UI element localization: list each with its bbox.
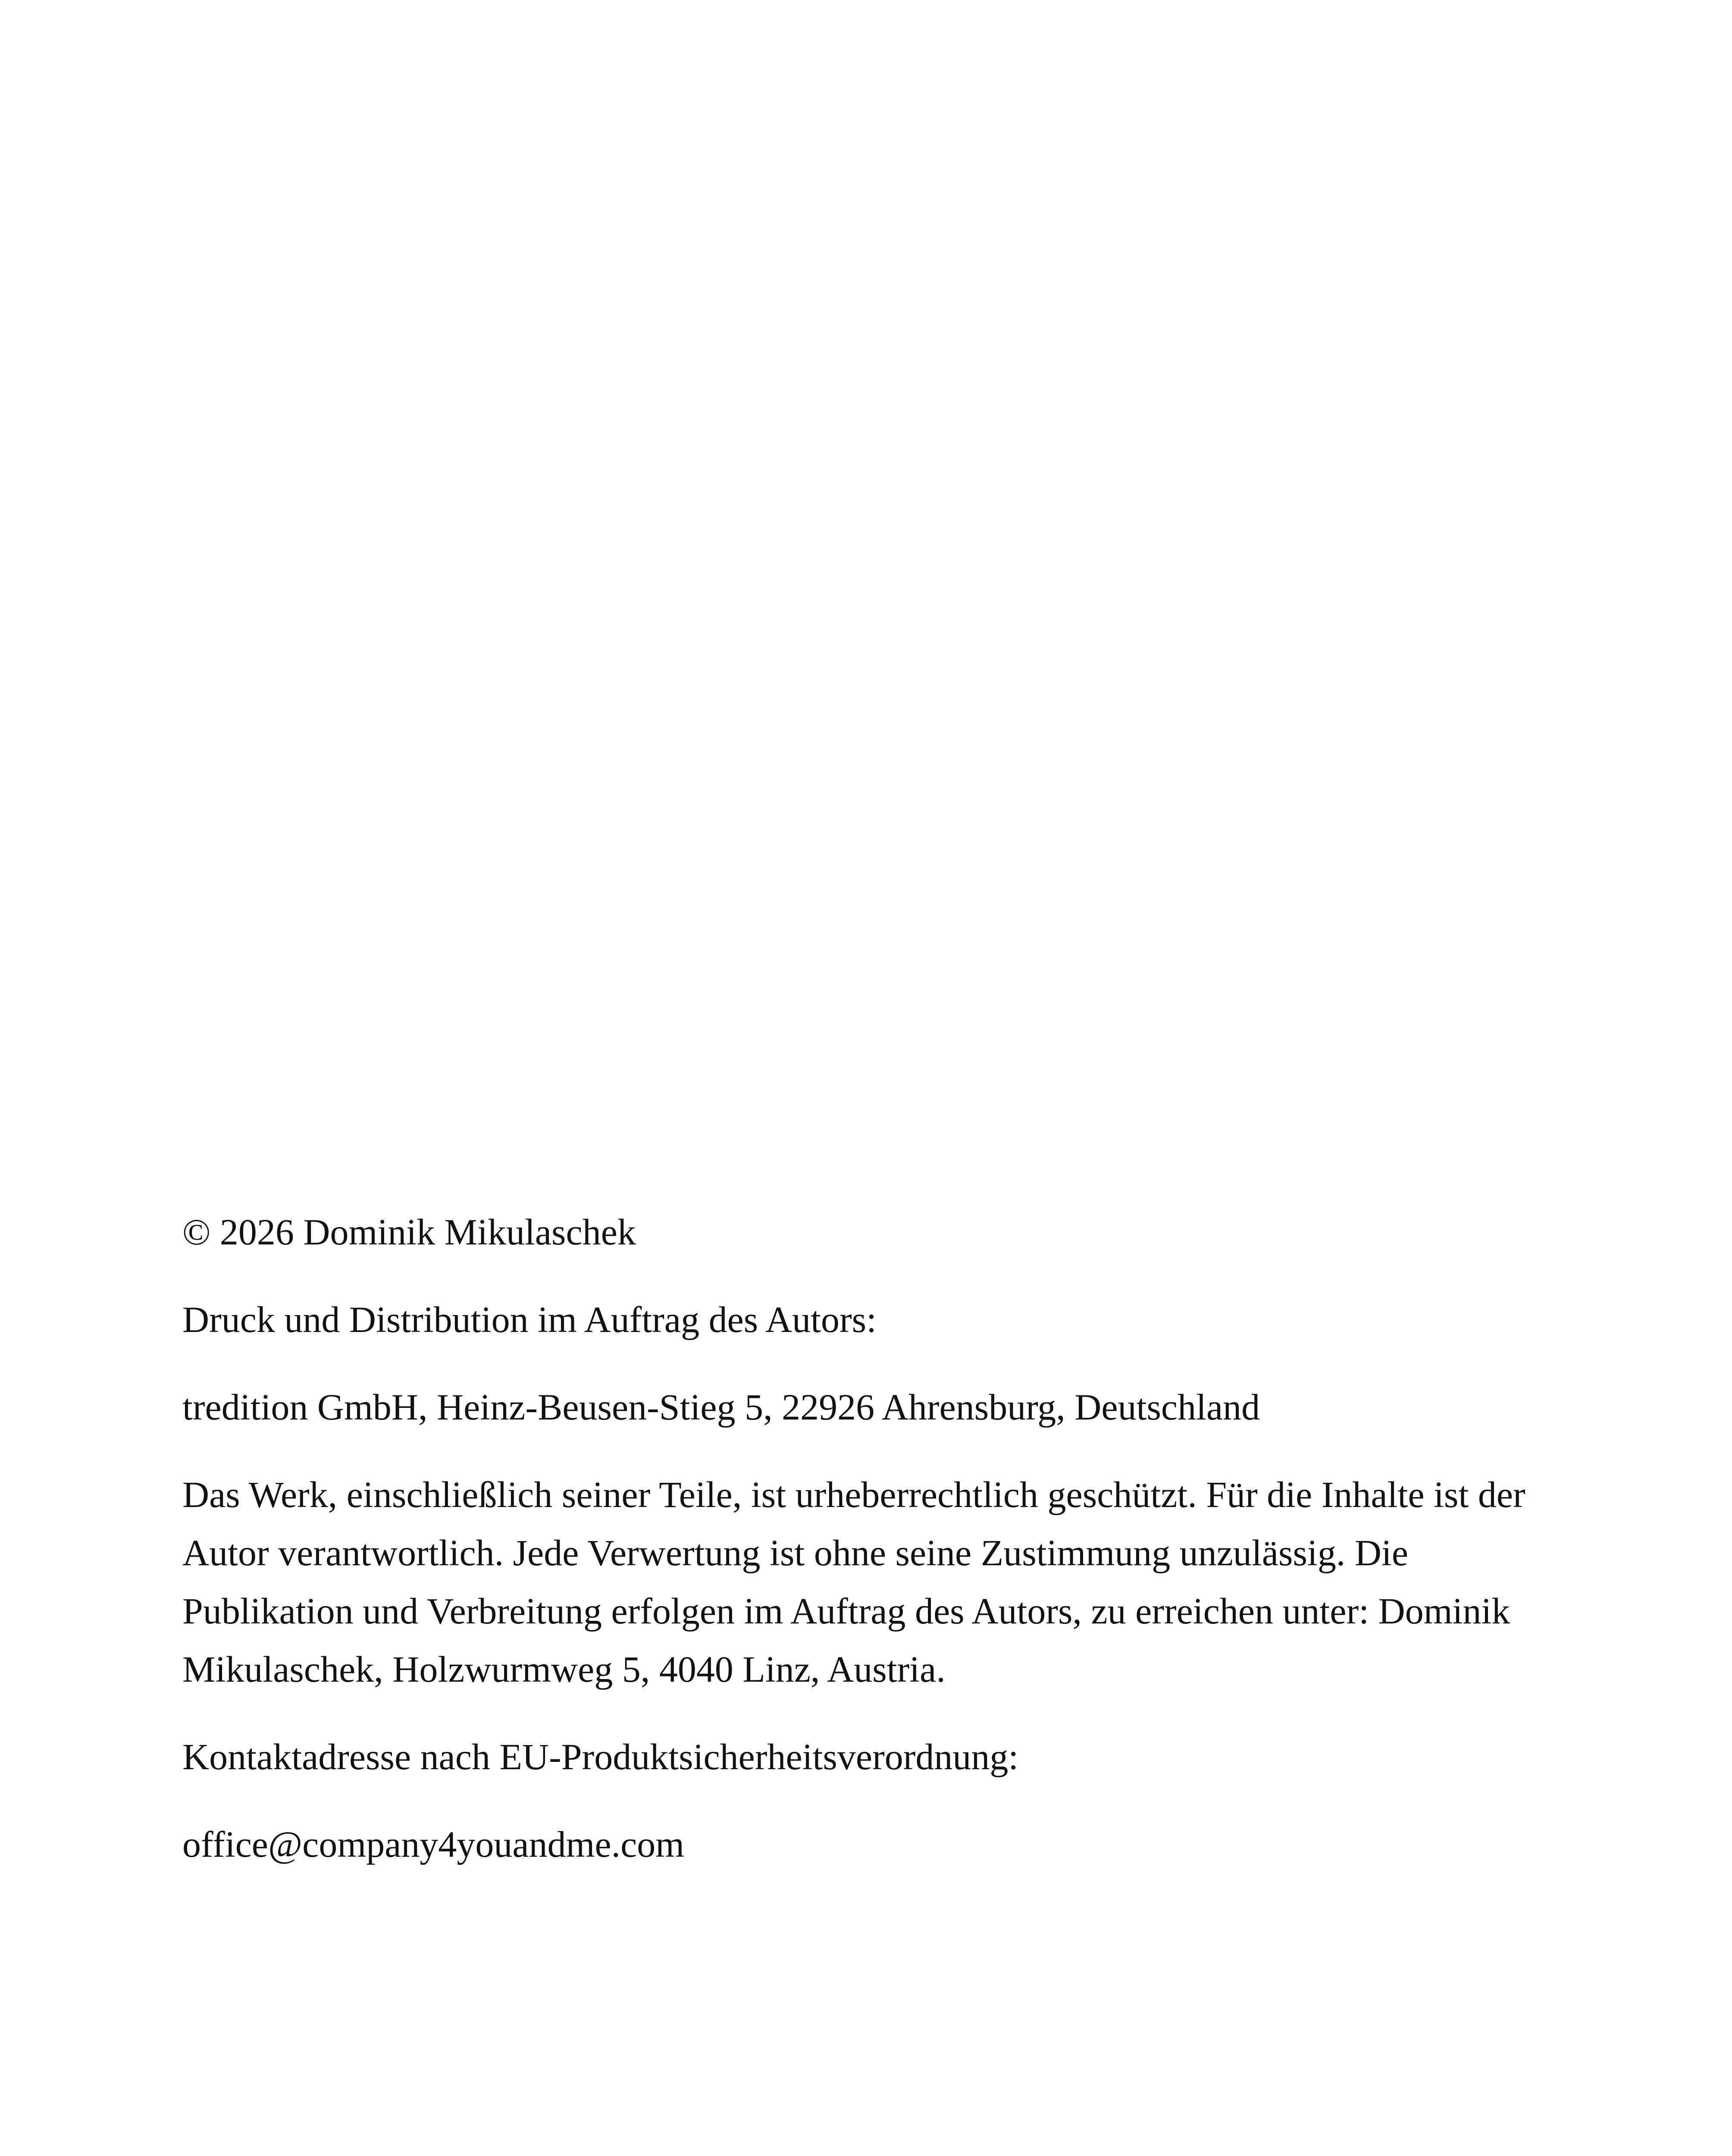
imprint-block bbox=[182, 1203, 1528, 1874]
print-distribution-label: Druck und Distribution im Auftrag des Autors: bbox=[182, 1299, 877, 1340]
publisher-address: tredition GmbH, Heinz-Beusen-Stieg 5, 22926 Ahrensburg, Deutschland bbox=[182, 1386, 1260, 1428]
copyright-line: © 2026 Dominik Mikulaschek bbox=[182, 1211, 636, 1253]
contact-email: office@company4youandme.com bbox=[182, 1824, 685, 1865]
rights-notice: Das Werk, einschließlich seiner Teile, ist urheberrechtlich geschützt. Für die Inhalte ist der Autor verantwortlich. Jede Verwertung ist ohne seine Zustimmung unzulässig. Die Publikation und Verbreitung erfolgen im Auftrag des Autors, zu erreichen unter: Dominik Mikulaschek, Holzwurmweg 5, 4040 Linz, Austria. bbox=[182, 1474, 1525, 1690]
contact-label: Kontaktadresse nach EU-Produktsicherheitsverordnung: bbox=[182, 1736, 1019, 1777]
